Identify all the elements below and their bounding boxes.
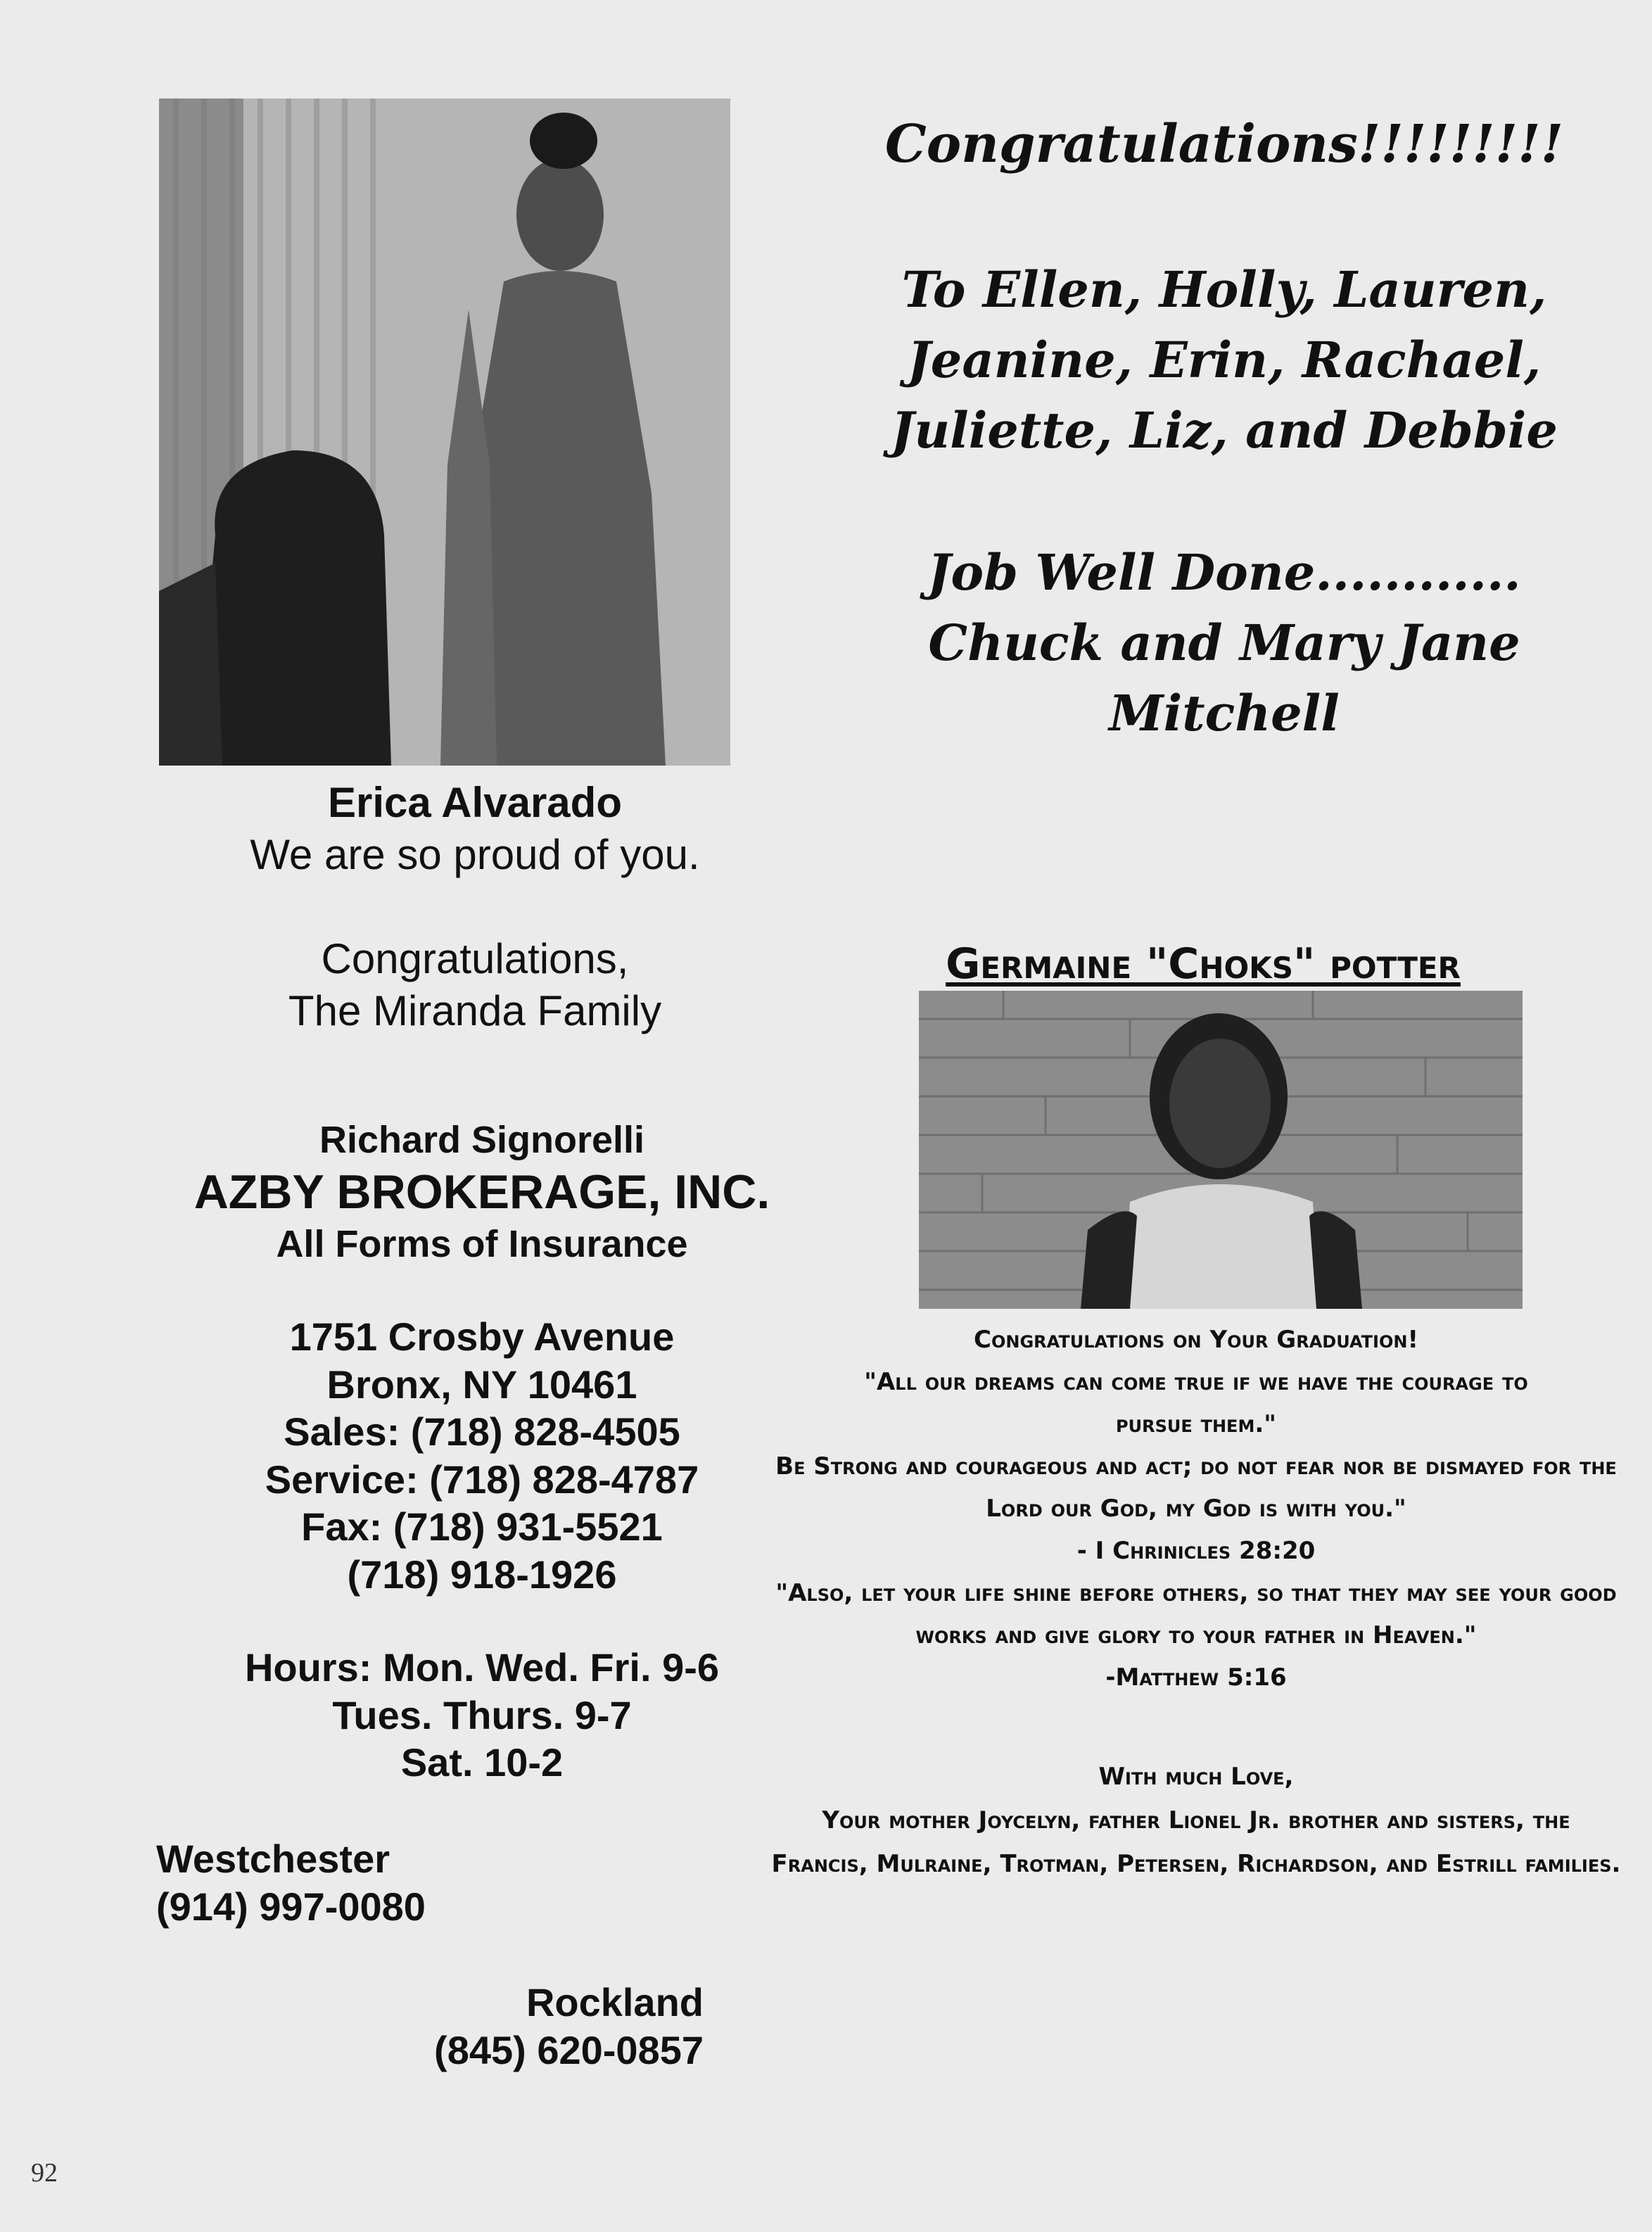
germaine-message	[746, 1319, 1646, 1699]
phone-extra: (718) 918-1926	[347, 1552, 617, 1597]
message-line: Lord our God, my God is with you."	[986, 1495, 1406, 1523]
mitchell-recipients	[830, 255, 1618, 466]
erica-photo	[159, 99, 730, 766]
insurance-contact-name: Richard Signorelli	[319, 1119, 645, 1161]
closing-line: Job Well Done............	[927, 543, 1521, 602]
rockland-label: Rockland	[526, 1980, 704, 2024]
message-line: Be Strong and courageous and act; do not fear nor be dismayed for the	[775, 1452, 1617, 1480]
rockland-phone: (845) 620-0857	[434, 2028, 704, 2072]
hours-line: Sat. 10-2	[400, 1740, 564, 1784]
signoff-line: Francis, Mulraine, Trotman, Petersen, Richardson, and Estrill families.	[771, 1850, 1621, 1878]
recipients-line: Jeanine, Erin, Rachael,	[907, 331, 1542, 389]
germaine-title: Germaine "Choks" potter	[946, 939, 1461, 989]
recipients-line: To Ellen, Holly, Lauren,	[901, 260, 1547, 319]
message-line: - I Chrinicles 28:20	[1076, 1537, 1316, 1565]
hours-line: Hours: Mon. Wed. Fri. 9-6	[244, 1645, 720, 1689]
address-line: Bronx, NY 10461	[326, 1362, 637, 1407]
hours-line: Tues. Thurs. 9-7	[332, 1692, 632, 1737]
westchester-label: Westchester	[156, 1837, 390, 1881]
westchester-phone: (914) 997-0080	[156, 1884, 426, 1929]
erica-name: Erica Alvarado	[328, 779, 622, 826]
erica-message: We are so proud of you.	[250, 831, 700, 878]
mitchell-congratulations-title: Congratulations!!!!!!!!!	[884, 114, 1564, 175]
signoff-line: Your mother Joycelyn, father Lionel Jr. brother and sisters, the	[822, 1806, 1570, 1834]
recipients-line: Juliette, Liz, and Debbie	[891, 401, 1558, 459]
insurance-address	[148, 1313, 816, 1598]
message-line: Congratulations on Your Graduation!	[974, 1326, 1418, 1354]
phone-sales: Sales: (718) 828-4505	[284, 1409, 680, 1454]
mitchell-closing	[830, 538, 1618, 749]
westchester-office	[156, 1835, 649, 1931]
address-line: 1751 Crosby Avenue	[289, 1314, 675, 1359]
insurance-tagline: All Forms of Insurance	[276, 1223, 688, 1265]
phone-service: Service: (718) 828-4787	[265, 1457, 699, 1502]
closing-line: Mitchell	[1109, 684, 1340, 742]
message-line: "All our dreams can come true if we have the courage to	[864, 1368, 1528, 1396]
message-line: pursue them."	[1116, 1410, 1276, 1438]
insurance-company: AZBY BROKERAGE, INC.	[193, 1165, 770, 1219]
signoff-line: With much Love,	[1098, 1763, 1294, 1791]
message-line: "Also, let your life shine before others, so that they may see your good	[775, 1579, 1617, 1607]
miranda-closing	[183, 933, 767, 1037]
message-line: -Matthew 5:16	[1105, 1663, 1287, 1692]
phone-fax: Fax: (718) 931-5521	[301, 1504, 663, 1549]
message-line: works and give glory to your father in Heaven."	[915, 1621, 1477, 1649]
page-number: 92	[31, 2158, 58, 2188]
rockland-office	[281, 1979, 704, 2074]
insurance-hours	[148, 1644, 816, 1787]
closing-line: Chuck and Mary Jane	[928, 614, 1520, 672]
germaine-signoff	[746, 1755, 1646, 1886]
closing-line: The Miranda Family	[288, 987, 662, 1034]
closing-line: Congratulations,	[321, 935, 629, 982]
germaine-photo	[919, 991, 1523, 1309]
